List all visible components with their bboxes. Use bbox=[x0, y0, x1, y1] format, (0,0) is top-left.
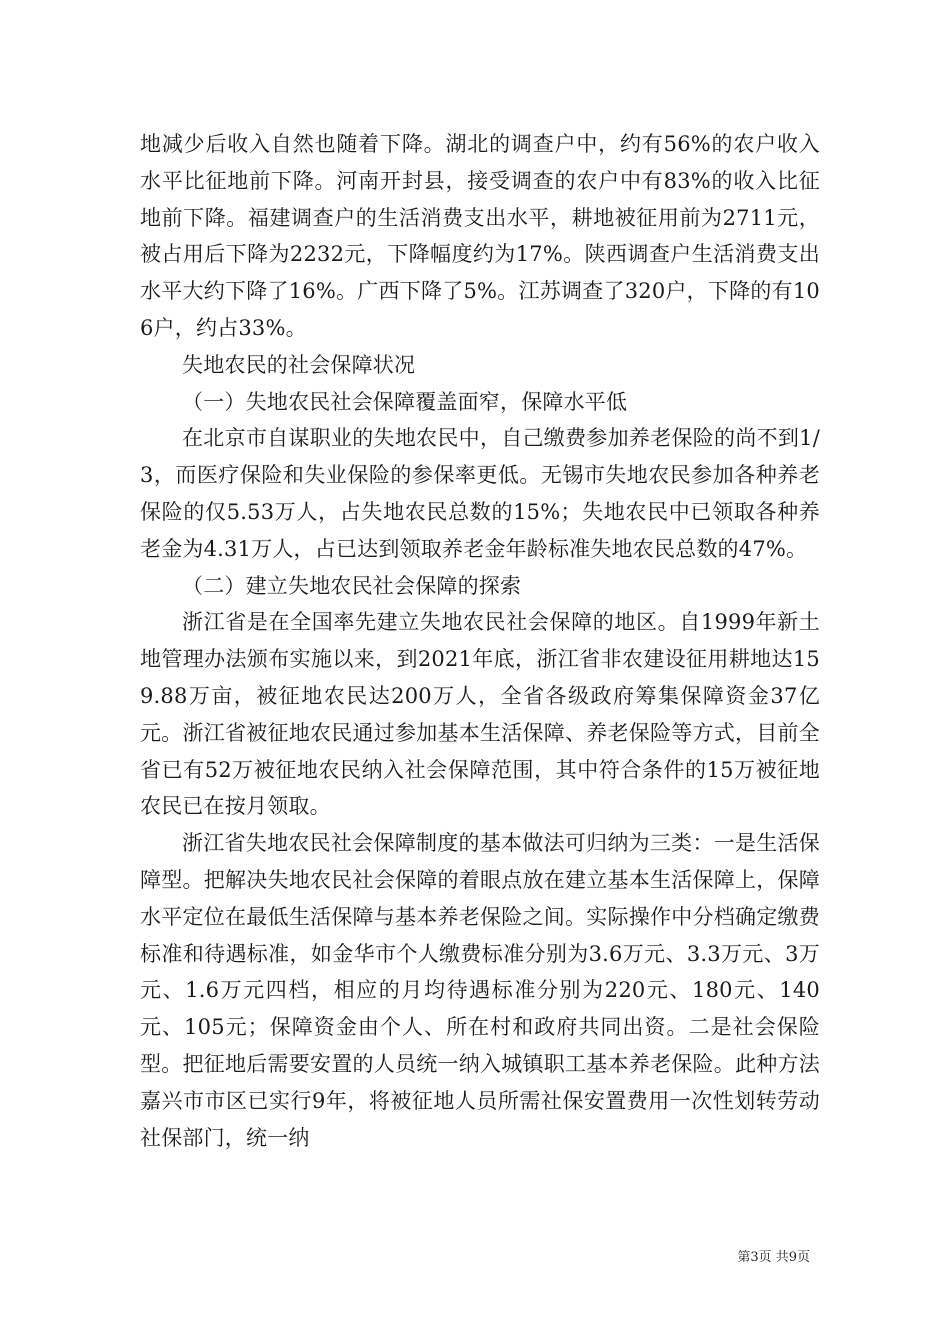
paragraph-zhejiang-overview: 浙江省是在全国率先建立失地农民社会保障的地区。自1999年新土地管理办法颁布实施以来，到2021年底，浙江省非农建设征用耕地达159.88万亩，被征地农民达200万人，全省各级政府筹集保障资金37亿元。浙江省被征地农民通过参加基本生活保障、养老保险等方式，目前全省已有52万被征地农民纳入社会保障范围，其中符合条件的15万被征地农民已在按月领取。 bbox=[140, 610, 820, 819]
subheading-exploration: （二）建立失地农民社会保障的探索 bbox=[182, 573, 522, 598]
subheading-coverage: （一）失地农民社会保障覆盖面窄，保障水平低 bbox=[182, 389, 628, 414]
paragraph-beijing-wuxi: 在北京市自谋职业的失地农民中，自己缴费参加养老保险的尚不到1/3，而医疗保险和失业保险的参保率更低。无锡市失地农民参加各种养老保险的仅5.53万人，占失地农民总数的15%；失地农民中已领取各种养老金为4.31万人，占已达到领取养老金年龄标准失地农民总数的47%。 bbox=[140, 426, 820, 561]
paragraph-zhejiang-methods: 浙江省失地农民社会保障制度的基本做法可归纳为三类：一是生活保障型。把解决失地农民社会保障的着眼点放在建立基本生活保障上，保障水平定位在最低生活保障与基本养老保险之间。实际操作中分档确定缴费标准和待遇标准，如金华市个人缴费标准分别为3.6万元、3.3万元、3万元、1.6万元四档，相应的月均待遇标准分别为220元、180元、140元、105元；保障资金由个人、所在村和政府共同出资。二是社会保险型。把征地后需要安置的人员统一纳入城镇职工基本养老保险。此种方法嘉兴市市区已实行9年，将被征地人员所需社保安置费用一次性划转劳动社保部门，统一纳 bbox=[140, 831, 820, 1150]
paragraph-income-decline: 地减少后收入自然也随着下降。湖北的调查户中，约有56%的农户收入水平比征地前下降。河南开封县，接受调查的农户中有83%的收入比征地前下降。福建调查户的生活消费支出水平，耕地被征用前为2711元，被占用后下降为2232元，下降幅度约为17%。陕西调查户生活消费支出水平大约下降了16%。广西下降了5%。江苏调查了320户，下降的有106户，约占33%。 bbox=[140, 132, 820, 340]
section-heading: 失地农民的社会保障状况 bbox=[182, 352, 416, 377]
document-body bbox=[140, 126, 820, 1156]
page-number-footer: 第3页 共9页 bbox=[737, 1250, 810, 1265]
